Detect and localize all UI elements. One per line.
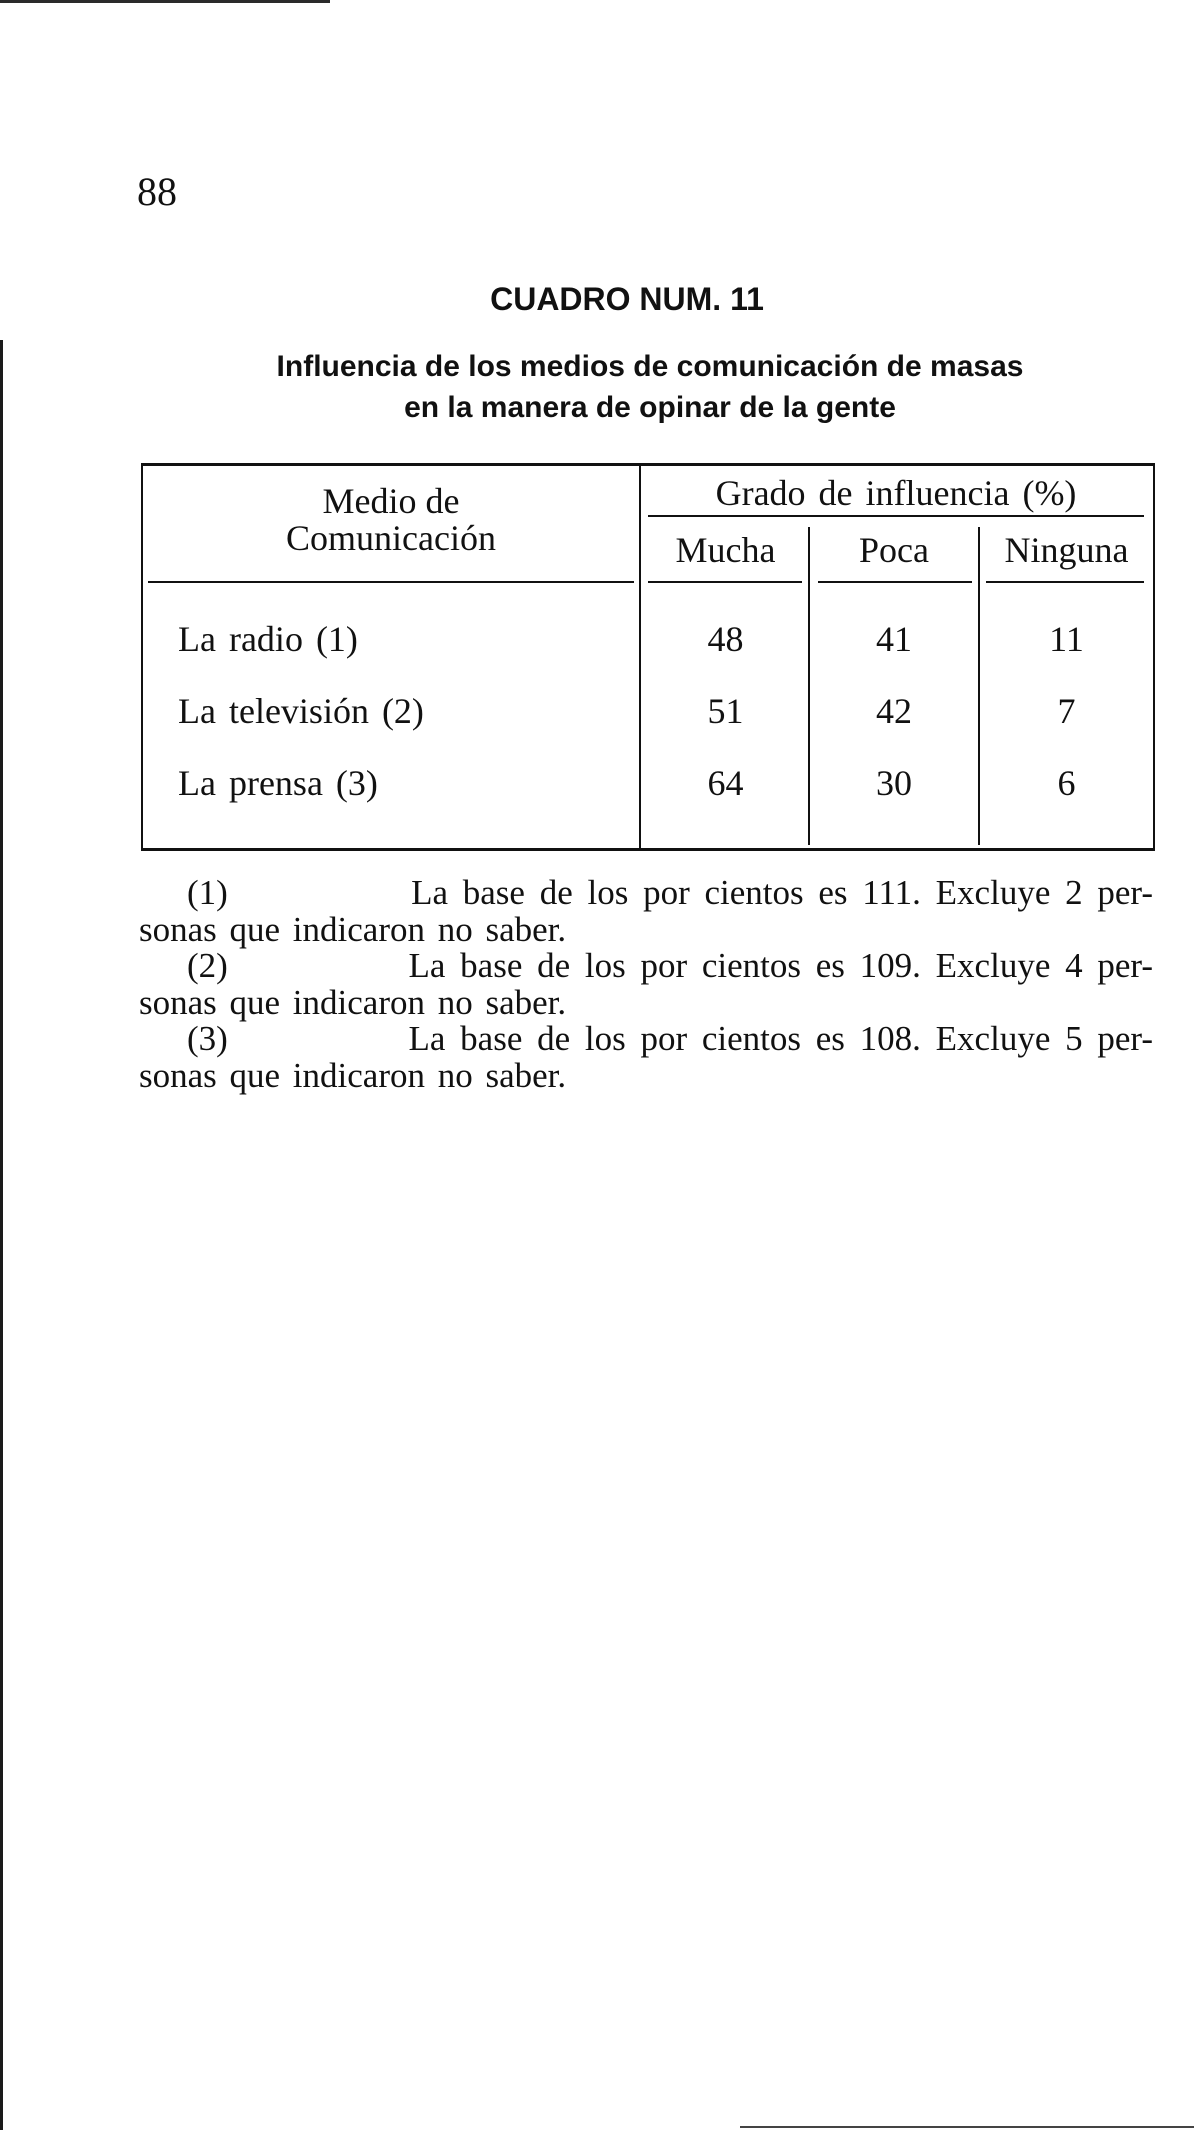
footnote-3-continuation: sonas que indicaron no saber. <box>139 1055 567 1095</box>
footnote-1-continuation: sonas que indicaron no saber. <box>139 909 567 949</box>
cell-prensa-mucha: 64 <box>707 763 744 803</box>
mucha-header-rule <box>648 581 802 583</box>
table-right-border <box>1153 463 1155 848</box>
footnote-2-marker: (2) <box>187 946 228 985</box>
poca-header-rule <box>818 581 972 583</box>
ninguna-header-rule <box>986 581 1144 583</box>
cell-prensa-poca: 30 <box>876 763 912 803</box>
cell-radio-ninguna: 11 <box>1049 619 1084 659</box>
cell-television-poca: 42 <box>876 691 912 731</box>
footnote-3 <box>139 1021 1153 1058</box>
scan-edge-top <box>0 0 330 3</box>
row-label-radio: La radio (1) <box>178 619 358 659</box>
table-title-line-1: Influencia de los medios de comunicación de masas <box>276 350 1024 383</box>
stub-header-line-2: Comunicación <box>286 518 496 558</box>
footnote-1-text: La base de los por cientos es 111. Excluye 2 per- <box>411 873 1153 912</box>
table-number: CUADRO NUM. 11 <box>490 281 764 317</box>
table-top-rule <box>141 463 1155 466</box>
footnote-2 <box>139 948 1153 985</box>
footnote-3-marker: (3) <box>187 1019 228 1058</box>
footnotes <box>139 875 1153 1094</box>
stub-header-line-1: Medio de <box>322 481 460 521</box>
stub-header-rule <box>148 581 634 583</box>
cell-television-mucha: 51 <box>707 691 744 731</box>
table-title-line-2: en la manera de opinar de la gente <box>404 391 896 424</box>
cell-radio-poca: 41 <box>876 619 912 659</box>
group-header: Grado de influencia (%) <box>715 473 1077 513</box>
column-header-ninguna: Ninguna <box>1004 530 1129 570</box>
footnote-1-marker: (1) <box>187 873 228 912</box>
cell-radio-mucha: 48 <box>707 619 744 659</box>
column-header-poca: Poca <box>859 530 929 570</box>
cell-television-ninguna: 7 <box>1057 691 1076 731</box>
footnote-2-text: La base de los por cientos es 109. Excluye 4 per- <box>408 946 1153 985</box>
cell-prensa-ninguna: 6 <box>1057 763 1076 803</box>
row-label-television: La televisión (2) <box>178 691 424 731</box>
table-left-border <box>141 463 143 848</box>
table-title <box>200 346 1100 428</box>
footnote-1 <box>139 875 1153 912</box>
footnote-3-text: La base de los por cientos es 108. Excluye 5 per- <box>408 1019 1153 1058</box>
scan-edge-bottom <box>740 2126 1194 2128</box>
group-header-underline <box>648 515 1144 517</box>
page-number: 88 <box>137 169 177 214</box>
footnote-2-continuation: sonas que indicaron no saber. <box>139 982 567 1022</box>
column-header-mucha: Mucha <box>675 530 776 570</box>
scan-edge-left <box>0 340 3 2130</box>
table-bottom-rule <box>141 848 1155 851</box>
row-label-prensa: La prensa (3) <box>178 763 378 803</box>
stub-column-separator <box>639 463 641 848</box>
